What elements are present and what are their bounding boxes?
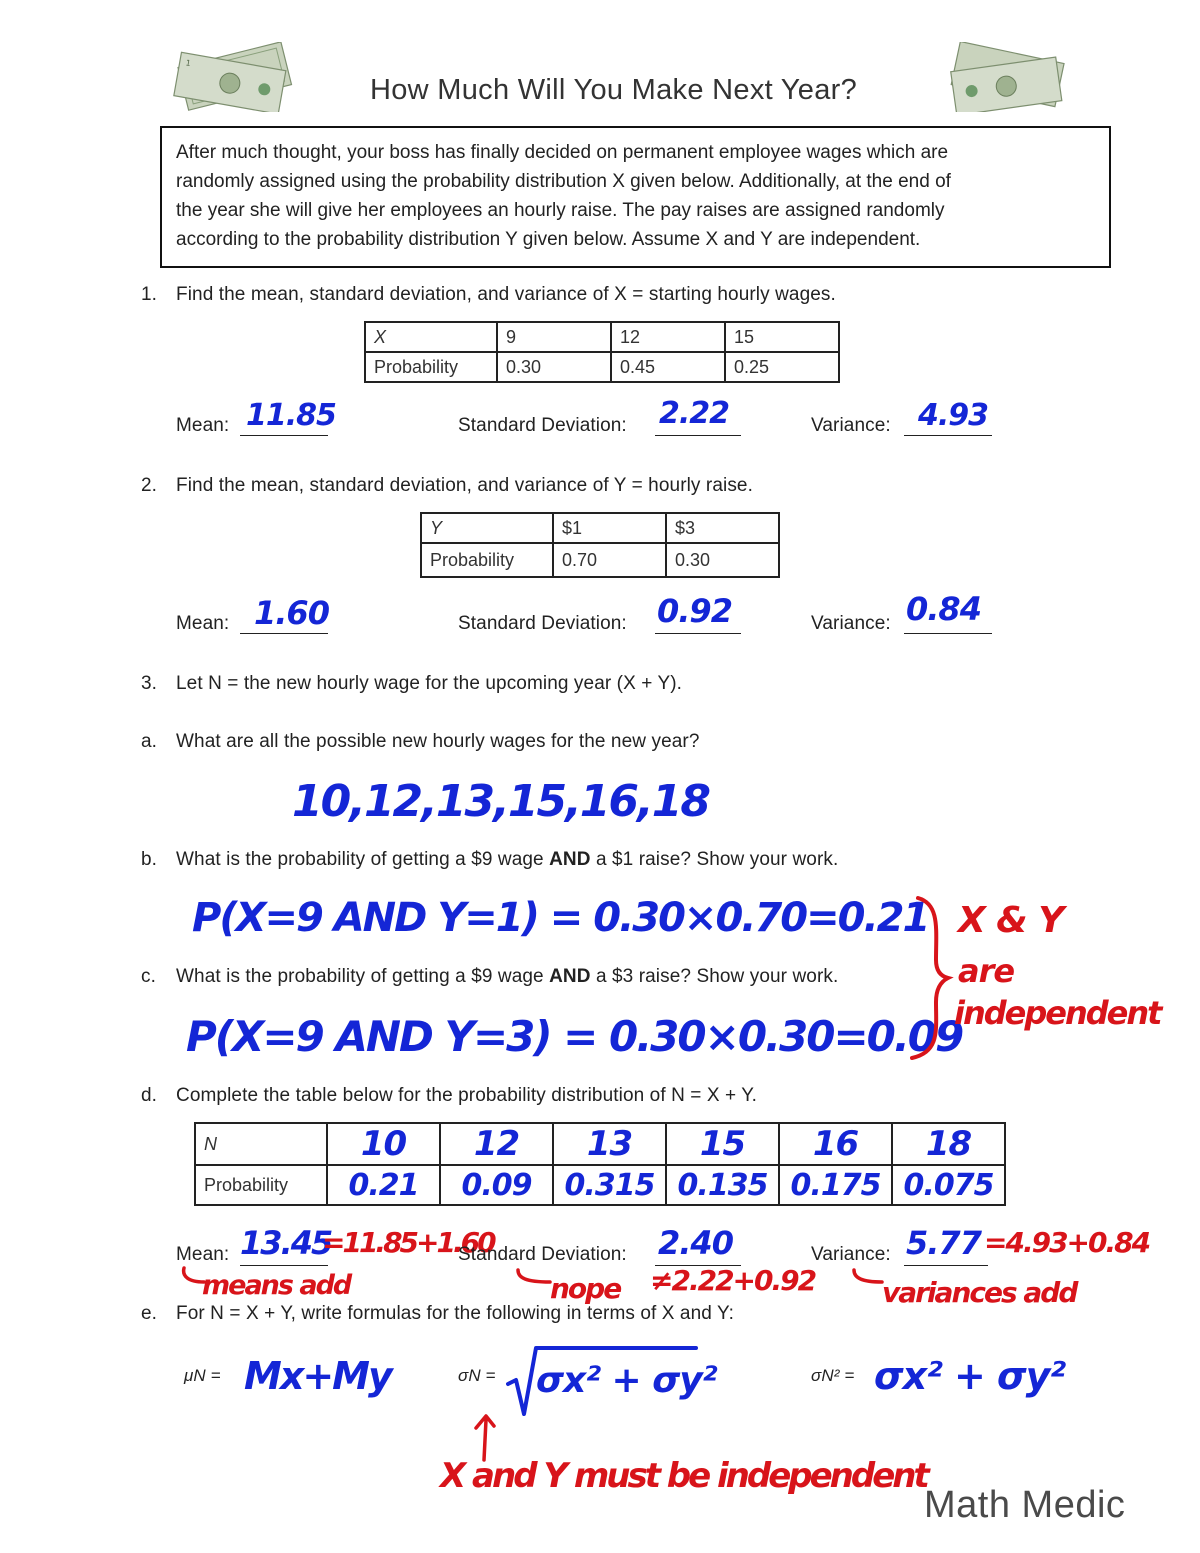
part-letter: b. [141,849,158,870]
variance-answer-line [904,398,992,436]
mean-answer-line [240,398,336,436]
mean-label: Mean: [176,415,230,436]
table-cell: Probability [195,1165,327,1205]
variance-answer: 4.93 [918,398,989,433]
n-distribution-table [194,1122,1006,1206]
table-cell: 0.135 [666,1165,779,1205]
arrow-icon [512,1264,552,1292]
table-cell: $3 [666,513,779,543]
mean-answer: 11.85 [246,398,336,433]
table-cell: Probability [421,543,553,577]
variance-label: Variance: [811,613,891,634]
independence-note: X & Y [958,900,1064,941]
table-cell: 10 [327,1123,440,1165]
table-cell: X [365,322,497,352]
mu-answer: Mx+My [244,1354,391,1398]
table-cell: Y [421,513,553,543]
sd-label: Standard Deviation: [458,415,627,436]
table-cell: 0.45 [611,352,725,382]
mean-label: Mean: [176,1244,230,1265]
mean-label: Mean: [176,613,230,634]
prompt-bold: AND [549,849,591,870]
table-cell: N [195,1123,327,1165]
x-distribution-table [364,321,840,383]
sd-label: Standard Deviation: [458,613,627,634]
table-cell: 0.30 [497,352,611,382]
part-prompt: Complete the table below for the probability distribution of N = X + Y. [176,1085,757,1106]
intro-line: After much thought, your boss has finally decided on permanent employee wages which are [176,142,949,163]
independence-note: independent [954,994,1161,1032]
variance-note: =4.93+0.84 [984,1226,1150,1259]
math-medic-logo: Math Medic [924,1484,1126,1526]
table-row [421,513,779,543]
money-stack-image [942,42,1072,112]
table-cell: $1 [553,513,666,543]
mean-answer: 13.45 [240,1224,332,1262]
table-row [195,1123,1005,1165]
sd-answer-line [655,396,741,436]
variance-answer-line [904,590,992,634]
part-prompt [176,966,838,988]
variance-label: Variance: [811,1244,891,1265]
intro-line: randomly assigned using the probability distribution X given below. Additionally, at the end of [176,171,951,192]
independence-requirement-note: X and Y must be independent [440,1456,927,1496]
part-letter: c. [141,966,156,987]
y-distribution-table [420,512,780,578]
table-cell: 0.25 [725,352,839,382]
table-cell: Probability [365,352,497,382]
sd-label: Standard Deviation: [458,1244,627,1265]
variance-label: Variance: [811,415,891,436]
independence-note: are [958,952,1015,990]
table-cell: 0.21 [327,1165,440,1205]
table-cell: 0.315 [553,1165,666,1205]
variance-answer: 5.77 [906,1224,981,1262]
mean-note: =11.85+1.60 [322,1226,494,1259]
question-prompt: Find the mean, standard deviation, and variance of Y = hourly raise. [176,475,753,496]
part-letter: a. [141,731,158,752]
table-cell: 16 [779,1123,892,1165]
mean-answer: 1.60 [254,594,329,632]
table-cell: 12 [440,1123,553,1165]
prompt-text: What is the probability of getting a $9 wage [176,849,550,870]
mean-answer-line [240,594,329,634]
sd-answer: 0.92 [657,592,732,630]
table-cell: 0.09 [440,1165,553,1205]
table-row [365,352,839,382]
prompt-text: What is the probability of getting a $9 wage [176,966,550,987]
question-number: 2. [141,475,158,496]
part-letter: d. [141,1085,158,1106]
probability-answer-c: P(X=9 AND Y=3) = 0.30×0.30=0.09 [186,1012,963,1061]
arrow-icon [848,1264,884,1292]
sd-arrow-note: nope [550,1272,621,1305]
prompt-text: a $3 raise? Show your work. [590,966,839,987]
intro-line: according to the probability distribution Y given below. Assume X and Y are independent. [176,229,921,250]
part-prompt [176,849,838,871]
part-prompt: For N = X + Y, write formulas for the following in terms of X and Y: [176,1303,735,1324]
question-number: 1. [141,284,158,305]
table-cell: 0.70 [553,543,666,577]
probability-answer-b: P(X=9 AND Y=1) = 0.30×0.70=0.21 [192,895,929,941]
table-row [365,322,839,352]
prompt-bold: AND [549,966,591,987]
sigma-label: σN = [458,1366,496,1385]
table-row [195,1165,1005,1205]
intro-box [160,126,1111,268]
variance-arrow-note: variances add [882,1276,1077,1309]
table-cell: 0.30 [666,543,779,577]
sd-answer-line [655,592,741,634]
brace-annotation [900,890,960,1065]
variance-answer: 0.84 [906,590,981,628]
variance-formula-answer: σx² + σy² [874,1354,1066,1398]
part-letter: e. [141,1303,158,1324]
question-prompt: Find the mean, standard deviation, and variance of X = starting hourly wages. [176,284,836,305]
table-cell: 18 [892,1123,1005,1165]
question-number: 3. [141,673,158,694]
svg-text:1: 1 [184,58,192,69]
possible-wages-answer: 10,12,13,15,16,18 [292,776,709,827]
sigma-answer: σx² + σy² [536,1360,717,1401]
table-cell: 12 [611,322,725,352]
table-cell: 9 [497,322,611,352]
table-cell: 15 [666,1123,779,1165]
money-stack-image [170,42,300,112]
table-cell: 0.075 [892,1165,1005,1205]
sd-answer: 2.22 [659,396,730,431]
mu-label: μN = [184,1366,221,1385]
sd-note: ≠2.22+0.92 [650,1264,816,1297]
table-cell: 13 [553,1123,666,1165]
mean-arrow-note: means add [202,1270,351,1301]
variance-formula-label: σN² = [811,1366,855,1385]
prompt-text: a $1 raise? Show your work. [590,849,839,870]
table-row [421,543,779,577]
page-title: How Much Will You Make Next Year? [370,74,858,106]
table-cell: 0.175 [779,1165,892,1205]
table-cell: 15 [725,322,839,352]
sd-answer: 2.40 [658,1224,733,1262]
question-prompt: Let N = the new hourly wage for the upcoming year (X + Y). [176,673,683,694]
part-prompt: What are all the possible new hourly wages for the new year? [176,731,700,752]
intro-line: the year she will give her employees an hourly raise. The pay raises are assigned randomly [176,200,945,221]
up-arrow-icon [470,1412,500,1462]
